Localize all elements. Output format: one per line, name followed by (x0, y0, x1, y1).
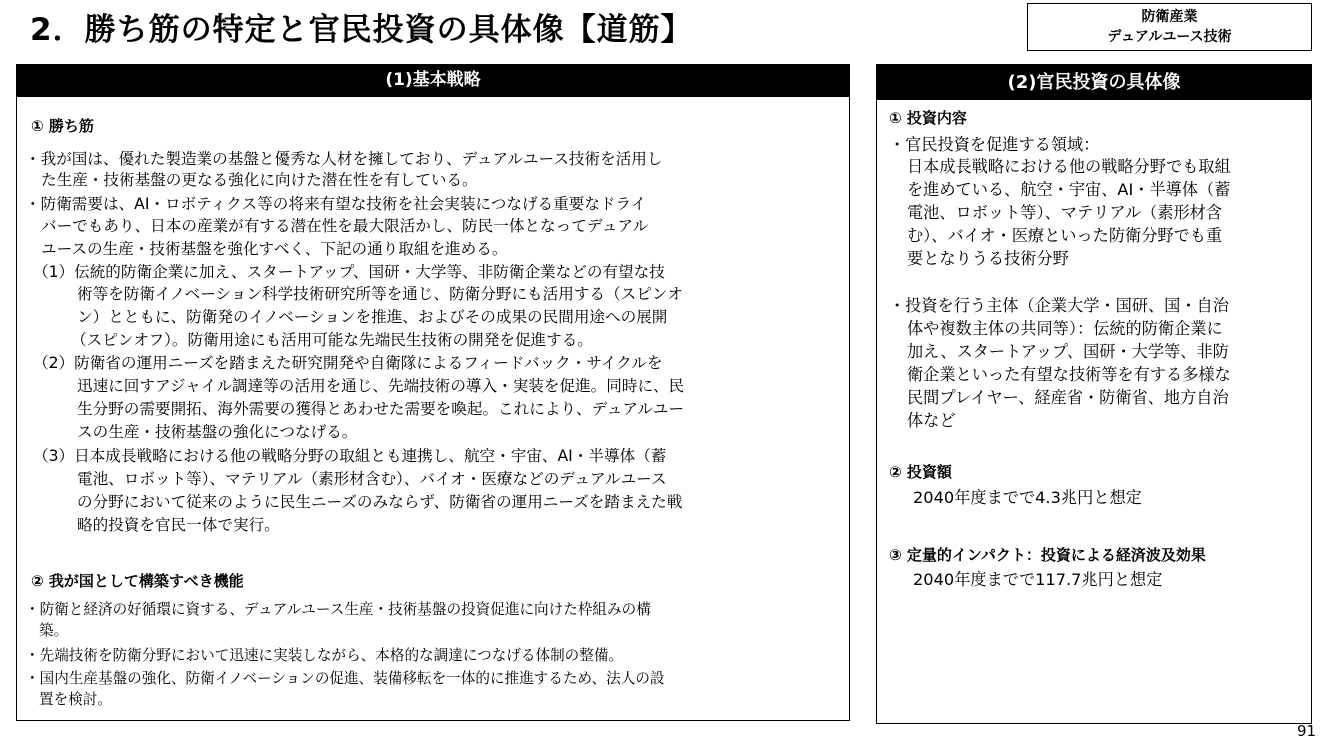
investment-line: 体や複数主体の共同等）：伝統的防衛企業に (907, 319, 1223, 338)
investment-line: 民間プレイヤー、経産省・防衛省、地方自治 (907, 388, 1229, 407)
investment-line: 体など (907, 411, 956, 430)
winning-path-heading: ① 勝ち筋 (31, 117, 94, 135)
function-line: 置を検討。 (39, 691, 112, 708)
economic-impact-value: 2040年度までで117.7兆円と想定 (913, 570, 1163, 589)
category-tag-line2: デュアルユース技術 (1107, 29, 1232, 45)
strategy-line: （スピンオフ）。防衛用途にも活用可能な先端民生技術の開発を促進する。 (71, 331, 593, 349)
investment-line: む）、バイオ・医療といった防衛分野でも重 (907, 226, 1223, 245)
strategy-line: 電池、ロボット等）、マテリアル（素形材含む）、バイオ・医療などのデュアルユース (77, 470, 667, 488)
strategy-line: 術等を防衛イノベーション科学技術研究所等を通じ、防衛分野にも活用する（スピンオ (77, 285, 683, 303)
investment-line: 電池、ロボット等）、マテリアル（素形材含 (907, 203, 1223, 222)
function-line: ・防衛と経済の好循環に資する、デュアルユース生産・技術基盤の投資促進に向けた枠組みの構 (25, 601, 651, 618)
strategy-line: ン）とともに、防衛発のイノベーションを推進、およびその成果の民間用途への展開 (77, 308, 668, 326)
basic-strategy-panel (16, 64, 850, 721)
investment-panel (876, 64, 1312, 724)
function-line: ・先端技術を防衛分野において迅速に実装しながら、本格的な調達につなげる体制の整備。 (25, 647, 624, 664)
strategy-line: バーでもあり、日本の産業が有する潜在性を最大限活かし、防民一体となってデュアル (41, 217, 649, 235)
investment-header: (2)官民投資の具体像 (877, 65, 1311, 100)
investment-line: ・投資を行う主体（企業大学・国研、国・自治 (889, 296, 1229, 315)
strategy-line: ・防衛需要は、AI・ロボティクス等の将来有望な技術を社会実装につなげる重要なドライ (25, 195, 647, 213)
investment-line: 加え、スタートアップ、国研・大学等、非防 (907, 342, 1229, 361)
strategy-line: 迅速に回すアジャイル調達等の活用を通じ、先端技術の導入・実装を促進。同時に、民 (77, 377, 685, 395)
basic-strategy-header: (1)基本戦略 (17, 65, 849, 97)
investment-line: ・官民投資を促進する領域： (889, 135, 1100, 154)
required-functions-heading: ② 我が国として構築すべき機能 (31, 572, 244, 590)
strategy-line: （3）日本成長戦略における他の戦略分野の取組とも連携し、航空・宇宙、AI・半導体（蓄 (33, 447, 667, 465)
investment-amount-value: 2040年度までで4.3兆円と想定 (913, 488, 1142, 507)
strategy-line: ユースの生産・技術基盤を強化すべく、下記の通り取組を進める。 (41, 240, 508, 258)
strategy-line: の分野において従来のように民生ニーズのみならず、防衛省の運用ニーズを踏まえた戦 (77, 493, 683, 511)
strategy-line: スの生産・技術基盤の強化につなげる。 (77, 423, 358, 441)
function-line: 築。 (39, 622, 69, 639)
category-tag-line1: 防衛産業 (1141, 9, 1198, 25)
category-tag (1027, 3, 1312, 51)
economic-impact-heading: ③ 定量的インパクト：投資による経済波及効果 (889, 546, 1206, 564)
strategy-line: 略的投資を官民一体で実行。 (77, 516, 280, 534)
investment-content-heading: ① 投資内容 (889, 109, 967, 127)
page-number: 91 (1297, 722, 1317, 740)
function-line: ・国内生産基盤の強化、防衛イノベーションの促進、装備移転を一体的に推進するため、法人の設 (25, 670, 665, 687)
strategy-line: 生分野の需要開拓、海外需要の獲得とあわせた需要を喚起。これにより、デュアルユー (77, 400, 685, 418)
strategy-line: た生産・技術基盤の更なる強化に向けた潜在性を有している。 (41, 171, 478, 189)
strategy-line: （2）防衛省の運用ニーズを踏まえた研究開発や自衛隊によるフィードバック・サイクルを (33, 354, 663, 372)
investment-line: を進めている、航空・宇宙、AI・半導体（蓄 (907, 180, 1231, 199)
page-title: 2．勝ち筋の特定と官民投資の具体像【道筋】 (30, 12, 693, 48)
strategy-line: （1）伝統的防衛企業に加え、スタートアップ、国研・大学等、非防衛企業などの有望な技 (33, 263, 665, 281)
investment-amount-heading: ② 投資額 (889, 463, 952, 481)
strategy-line: ・我が国は、優れた製造業の基盤と優秀な人材を擁しており、デュアルユース技術を活用し (25, 150, 663, 168)
investment-line: 日本成長戦略における他の戦略分野でも取組 (907, 157, 1231, 176)
investment-line: 要となりうる技術分野 (907, 249, 1069, 268)
investment-line: 衛企業といった有望な技術等を有する多様な (907, 365, 1231, 384)
